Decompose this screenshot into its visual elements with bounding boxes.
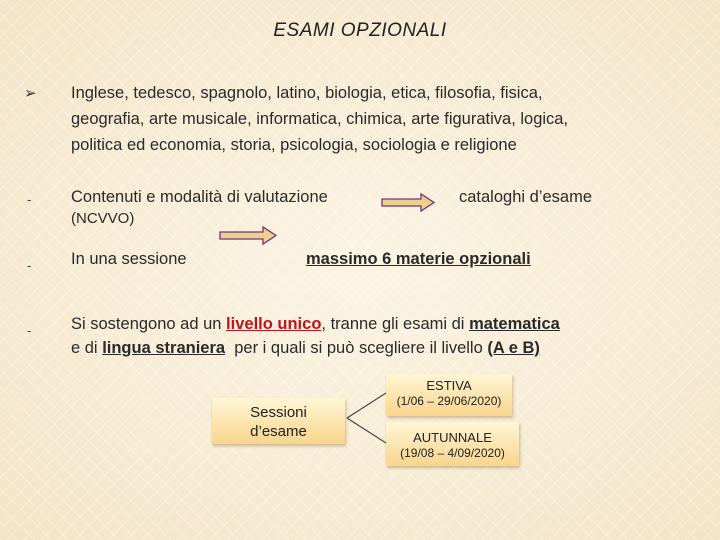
arrow-session-icon [220, 227, 276, 244]
sessions-box [212, 398, 345, 444]
subjects-line-2: geografia, arte musicale, informatica, chimica, arte figurativa, logica, [71, 110, 569, 128]
levels-ab-text: (A e B) [487, 339, 540, 357]
level-text-a: Si sostengono ad un [71, 315, 227, 333]
max-subjects-text: massimo 6 materie opzionali [306, 250, 531, 268]
subjects-line-1: Inglese, tedesco, spagnolo, latino, biologia, etica, filosofia, fisica, [71, 84, 543, 102]
catalog-link-text: cataloghi d’esame [459, 188, 592, 206]
summer-session-name: ESTIVA [426, 378, 472, 393]
page-title: ESAMI OPZIONALI [273, 20, 447, 41]
evaluation-text: Contenuti e modalità di valutazione [71, 188, 328, 206]
foreign-language-text: lingua straniera [102, 339, 226, 357]
level-text-d: per i quali si può scegliere il livello [225, 339, 488, 357]
autumn-session-name: AUTUNNALE [413, 430, 492, 445]
connector-autumn [347, 418, 386, 443]
single-level-text: livello unico [226, 315, 322, 333]
subjects-line-3: politica ed economia, storia, psicologia, sociologia e religione [71, 136, 517, 154]
summer-session-box [386, 374, 512, 416]
level-text-b: , tranne gli esami di [321, 315, 470, 333]
math-text: matematica [469, 315, 560, 333]
level-text-c: e di [71, 339, 103, 357]
bullet-dash-marker: - [27, 323, 32, 338]
bullet-dash-marker: - [27, 258, 32, 273]
bullet-arrow-marker: ➢ [24, 85, 37, 102]
session-text: In una sessione [71, 250, 187, 268]
autumn-session-dates: (19/08 – 4/09/2020) [400, 446, 505, 460]
ncvvo-label: (NCVVO) [71, 210, 135, 227]
connector-summer [347, 393, 386, 418]
summer-session-dates: (1/06 – 29/06/2020) [396, 394, 502, 408]
arrow-evaluation-icon [382, 194, 434, 211]
autumn-session-box [386, 422, 519, 466]
bullet-dash-marker: - [27, 192, 32, 207]
sessions-label: Sessioni d’esame [250, 404, 307, 440]
